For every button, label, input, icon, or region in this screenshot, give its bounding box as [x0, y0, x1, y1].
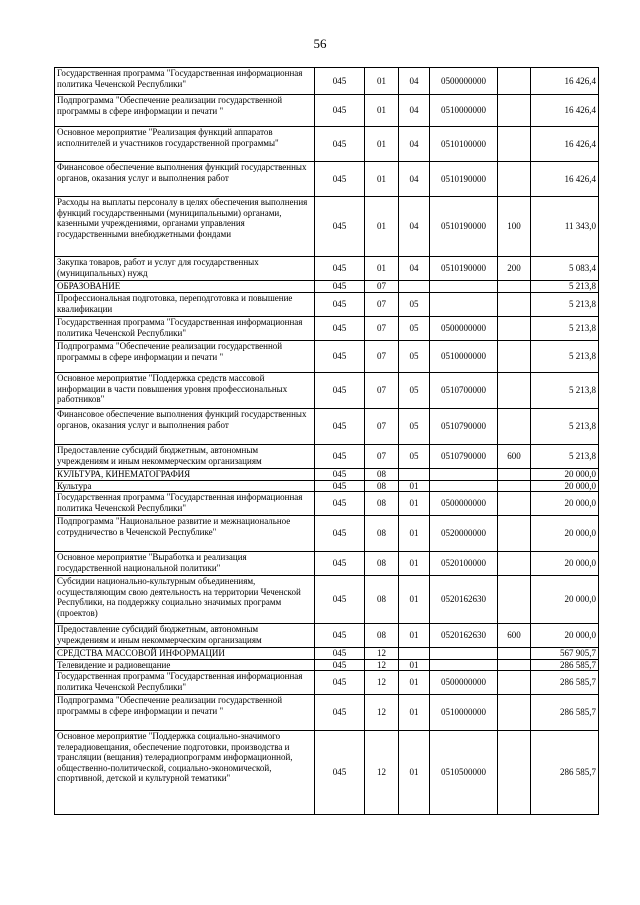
table-row: [55, 197, 599, 257]
cell-vr: [498, 373, 531, 409]
cell-csr: [430, 293, 498, 317]
cell-sum: 5 213,8: [531, 317, 599, 341]
row-description: Основное мероприятие "Реализация функций аппаратов исполнителей и участников государственной программы": [55, 127, 315, 162]
cell-rz: 01: [365, 197, 399, 257]
cell-csr: [430, 648, 498, 660]
cell-sum: 5 213,8: [531, 445, 599, 469]
cell-ved: 045: [315, 695, 365, 731]
cell-pr: 01: [399, 695, 430, 731]
cell-csr: 0500000000: [430, 492, 498, 516]
row-description: Телевидение и радиовещание: [55, 659, 315, 671]
cell-vr: [498, 552, 531, 576]
row-description: Финансовое обеспечение выполнения функций государственных органов, оказания услуг и выполнения работ: [55, 409, 315, 445]
table-row: [55, 317, 599, 341]
cell-pr: 04: [399, 95, 430, 127]
table-row: [55, 68, 599, 95]
cell-rz: 12: [365, 659, 399, 671]
row-description: ОБРАЗОВАНИЕ: [55, 281, 315, 293]
cell-pr: 05: [399, 341, 430, 373]
cell-vr: [498, 576, 531, 624]
cell-vr: 100: [498, 197, 531, 257]
cell-rz: 07: [365, 341, 399, 373]
row-description: Предоставление субсидий бюджетным, автономным учреждениям и иным некоммерческим организациям: [55, 624, 315, 648]
table-row: [55, 552, 599, 576]
cell-ved: 045: [315, 162, 365, 197]
table-row: [55, 293, 599, 317]
cell-pr: 01: [399, 516, 430, 552]
cell-sum: 20 000,0: [531, 469, 599, 481]
cell-csr: 0500000000: [430, 671, 498, 695]
cell-csr: [430, 469, 498, 481]
cell-vr: [498, 409, 531, 445]
row-description: Подпрограмма "Обеспечение реализации государственной программы в сфере информации и печати ": [55, 95, 315, 127]
cell-vr: [498, 516, 531, 552]
cell-ved: 045: [315, 445, 365, 469]
cell-rz: 12: [365, 695, 399, 731]
cell-rz: 08: [365, 516, 399, 552]
cell-pr: 01: [399, 576, 430, 624]
table-row: [55, 659, 599, 671]
cell-vr: [498, 469, 531, 481]
cell-pr: 05: [399, 293, 430, 317]
cell-sum: 20 000,0: [531, 576, 599, 624]
table-row: [55, 162, 599, 197]
cell-vr: [498, 492, 531, 516]
table-row: [55, 341, 599, 373]
cell-sum: 286 585,7: [531, 671, 599, 695]
cell-csr: 0510700000: [430, 373, 498, 409]
cell-rz: 08: [365, 552, 399, 576]
row-description: Предоставление субсидий бюджетным, автономным учреждениям и иным некоммерческим организациям: [55, 445, 315, 469]
cell-ved: 045: [315, 293, 365, 317]
cell-csr: 0510190000: [430, 257, 498, 281]
row-description: Основное мероприятие "Поддержка средств массовой информации в части повышения уровня профессиональных работников": [55, 373, 315, 409]
cell-ved: 045: [315, 197, 365, 257]
cell-rz: 01: [365, 257, 399, 281]
cell-rz: 07: [365, 281, 399, 293]
cell-vr: [498, 162, 531, 197]
cell-sum: 5 083,4: [531, 257, 599, 281]
cell-sum: 286 585,7: [531, 695, 599, 731]
cell-csr: [430, 281, 498, 293]
cell-pr: 01: [399, 731, 430, 815]
cell-rz: 07: [365, 409, 399, 445]
cell-csr: 0520100000: [430, 552, 498, 576]
row-description: Подпрограмма "Национальное развитие и межнациональное сотрудничество в Чеченской Республике": [55, 516, 315, 552]
cell-pr: 01: [399, 624, 430, 648]
cell-rz: 07: [365, 293, 399, 317]
cell-csr: 0510500000: [430, 731, 498, 815]
cell-ved: 045: [315, 373, 365, 409]
row-description: Профессиональная подготовка, переподготовка и повышение квалификации: [55, 293, 315, 317]
table-row: [55, 671, 599, 695]
cell-csr: 0510100000: [430, 127, 498, 162]
cell-csr: 0520000000: [430, 516, 498, 552]
cell-sum: 567 905,7: [531, 648, 599, 660]
cell-vr: 200: [498, 257, 531, 281]
cell-pr: [399, 648, 430, 660]
cell-vr: [498, 659, 531, 671]
cell-sum: 5 213,8: [531, 409, 599, 445]
cell-rz: 08: [365, 480, 399, 492]
cell-pr: 04: [399, 127, 430, 162]
cell-vr: [498, 127, 531, 162]
row-description: Культура: [55, 480, 315, 492]
cell-ved: 045: [315, 671, 365, 695]
cell-csr: 0520162630: [430, 576, 498, 624]
cell-ved: 045: [315, 127, 365, 162]
row-description: Основное мероприятие "Выработка и реализация государственной национальной политики": [55, 552, 315, 576]
table-row: [55, 281, 599, 293]
row-description: Государственная программа "Государственная информационная политика Чеченской Республики": [55, 492, 315, 516]
cell-ved: 045: [315, 576, 365, 624]
cell-ved: 045: [315, 281, 365, 293]
cell-rz: 08: [365, 469, 399, 481]
table-row: [55, 516, 599, 552]
table-row: [55, 576, 599, 624]
table-row: [55, 731, 599, 815]
cell-rz: 01: [365, 127, 399, 162]
cell-vr: [498, 480, 531, 492]
cell-vr: [498, 281, 531, 293]
cell-vr: [498, 731, 531, 815]
cell-csr: 0510000000: [430, 695, 498, 731]
cell-csr: 0510790000: [430, 409, 498, 445]
table-row: [55, 624, 599, 648]
cell-pr: 01: [399, 671, 430, 695]
cell-sum: 20 000,0: [531, 552, 599, 576]
row-description: Государственная программа "Государственная информационная политика Чеченской Республики": [55, 671, 315, 695]
cell-sum: 20 000,0: [531, 624, 599, 648]
cell-pr: 01: [399, 552, 430, 576]
cell-rz: 12: [365, 671, 399, 695]
cell-sum: 16 426,4: [531, 68, 599, 95]
cell-pr: 05: [399, 317, 430, 341]
cell-vr: [498, 95, 531, 127]
table-row: [55, 409, 599, 445]
cell-ved: 045: [315, 480, 365, 492]
cell-vr: 600: [498, 624, 531, 648]
cell-sum: 5 213,8: [531, 281, 599, 293]
cell-sum: 286 585,7: [531, 659, 599, 671]
cell-ved: 045: [315, 469, 365, 481]
row-description: Подпрограмма "Обеспечение реализации государственной программы в сфере информации и печати ": [55, 341, 315, 373]
cell-ved: 045: [315, 659, 365, 671]
table-body: [55, 68, 599, 815]
cell-pr: [399, 469, 430, 481]
cell-vr: [498, 293, 531, 317]
table-row: [55, 695, 599, 731]
row-description: Государственная программа "Государственная информационная политика Чеченской Республики": [55, 68, 315, 95]
cell-ved: 045: [315, 648, 365, 660]
cell-csr: 0500000000: [430, 68, 498, 95]
cell-ved: 045: [315, 409, 365, 445]
cell-ved: 045: [315, 257, 365, 281]
cell-csr: 0510190000: [430, 197, 498, 257]
cell-csr: [430, 480, 498, 492]
cell-pr: 05: [399, 445, 430, 469]
cell-sum: 5 213,8: [531, 373, 599, 409]
table-row: [55, 445, 599, 469]
cell-pr: 01: [399, 492, 430, 516]
row-description: КУЛЬТУРА, КИНЕМАТОГРАФИЯ: [55, 469, 315, 481]
table-row: [55, 373, 599, 409]
cell-sum: 16 426,4: [531, 127, 599, 162]
cell-csr: 0510000000: [430, 95, 498, 127]
cell-ved: 045: [315, 95, 365, 127]
cell-rz: 07: [365, 317, 399, 341]
cell-pr: 04: [399, 162, 430, 197]
cell-rz: 12: [365, 731, 399, 815]
cell-sum: 20 000,0: [531, 492, 599, 516]
cell-pr: 04: [399, 257, 430, 281]
cell-vr: [498, 671, 531, 695]
cell-sum: 20 000,0: [531, 480, 599, 492]
cell-csr: 0510000000: [430, 341, 498, 373]
cell-pr: 01: [399, 659, 430, 671]
cell-ved: 045: [315, 341, 365, 373]
cell-rz: 08: [365, 492, 399, 516]
cell-ved: 045: [315, 624, 365, 648]
cell-vr: [498, 68, 531, 95]
row-description: Государственная программа "Государственная информационная политика Чеченской Республики": [55, 317, 315, 341]
row-description: Закупка товаров, работ и услуг для государственных (муниципальных) нужд: [55, 257, 315, 281]
cell-vr: [498, 341, 531, 373]
cell-sum: 11 343,0: [531, 197, 599, 257]
cell-sum: 286 585,7: [531, 731, 599, 815]
cell-sum: 5 213,8: [531, 341, 599, 373]
cell-rz: 01: [365, 95, 399, 127]
cell-sum: 16 426,4: [531, 95, 599, 127]
table-row: [55, 469, 599, 481]
cell-rz: 07: [365, 445, 399, 469]
cell-pr: [399, 281, 430, 293]
cell-vr: [498, 695, 531, 731]
cell-csr: 0510790000: [430, 445, 498, 469]
cell-rz: 01: [365, 162, 399, 197]
table-row: [55, 492, 599, 516]
row-description: Финансовое обеспечение выполнения функций государственных органов, оказания услуг и выполнения работ: [55, 162, 315, 197]
cell-ved: 045: [315, 68, 365, 95]
cell-sum: 20 000,0: [531, 516, 599, 552]
cell-csr: [430, 659, 498, 671]
cell-pr: 04: [399, 197, 430, 257]
cell-csr: 0500000000: [430, 317, 498, 341]
cell-rz: 07: [365, 373, 399, 409]
cell-vr: [498, 648, 531, 660]
cell-pr: 05: [399, 409, 430, 445]
cell-vr: 600: [498, 445, 531, 469]
table-row: [55, 95, 599, 127]
row-description: Субсидии национально-культурным объединениям, осуществляющим свою деятельность на территории Чеченской Республики, на поддержку социально значимых программ (проектов): [55, 576, 315, 624]
cell-pr: 01: [399, 480, 430, 492]
cell-pr: 04: [399, 68, 430, 95]
row-description: Подпрограмма "Обеспечение реализации государственной программы в сфере информации и печати ": [55, 695, 315, 731]
row-description: Основное мероприятие "Поддержка социально-значимого телерадиовещания, обеспечение подготовки, производства и трансляции (вещания) телерадиопрограмм информационной, общественно-политической, социально-экономической, спортивной, детской и культурной тематики": [55, 731, 315, 815]
cell-csr: 0510190000: [430, 162, 498, 197]
budget-table: [54, 67, 599, 815]
cell-rz: 12: [365, 648, 399, 660]
row-description: Расходы на выплаты персоналу в целях обеспечения выполнения функций государственными (муниципальными) органами, казенными учреждениями, органами управления государственными внебюджетными фондами: [55, 197, 315, 257]
cell-sum: 16 426,4: [531, 162, 599, 197]
table-row: [55, 648, 599, 660]
cell-ved: 045: [315, 516, 365, 552]
cell-ved: 045: [315, 492, 365, 516]
cell-ved: 045: [315, 552, 365, 576]
cell-rz: 08: [365, 624, 399, 648]
cell-pr: 05: [399, 373, 430, 409]
cell-ved: 045: [315, 731, 365, 815]
row-description: СРЕДСТВА МАССОВОЙ ИНФОРМАЦИИ: [55, 648, 315, 660]
table-row: [55, 127, 599, 162]
table-row: [55, 257, 599, 281]
table-row: [55, 480, 599, 492]
cell-rz: 01: [365, 68, 399, 95]
cell-csr: 0520162630: [430, 624, 498, 648]
cell-rz: 08: [365, 576, 399, 624]
cell-sum: 5 213,8: [531, 293, 599, 317]
cell-vr: [498, 317, 531, 341]
cell-ved: 045: [315, 317, 365, 341]
page-number: 56: [313, 36, 327, 51]
